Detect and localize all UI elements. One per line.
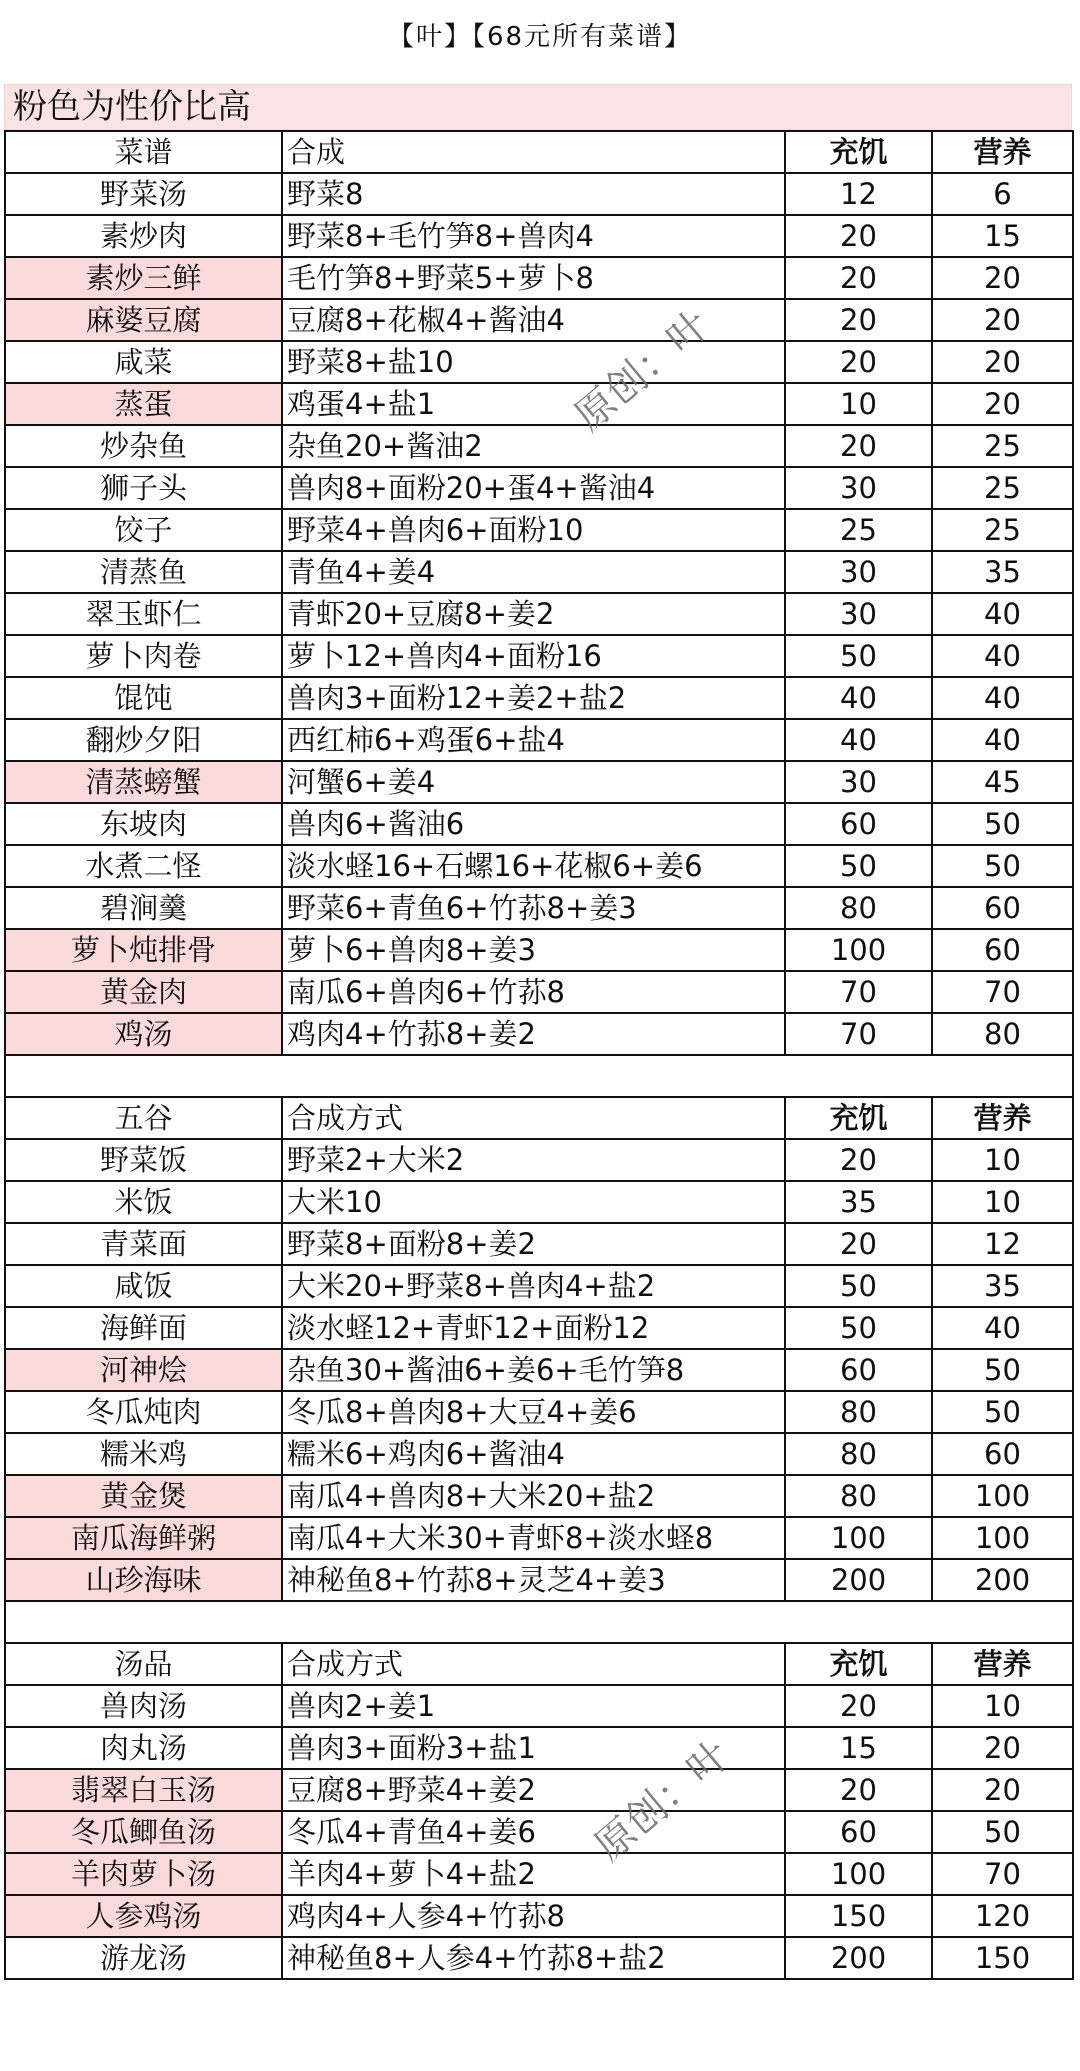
nutrition-value-cell: 80 <box>932 1013 1073 1055</box>
fill-value-cell: 200 <box>785 1559 932 1601</box>
watermark-text: 原创：叶 <box>586 1732 739 1871</box>
section-header-row <box>5 1643 1073 1685</box>
fill-value-cell: 25 <box>785 509 932 551</box>
fill-value-cell: 60 <box>785 1349 932 1391</box>
nutrition-value-cell: 6 <box>932 173 1073 215</box>
recipe-cell: 河蟹6+姜4 <box>282 761 785 803</box>
dish-name-cell: 肉丸汤 <box>5 1727 282 1769</box>
table-row <box>5 299 1073 341</box>
nutrition-value-cell: 60 <box>932 929 1073 971</box>
recipe-cell: 青虾20+豆腐8+姜2 <box>282 593 785 635</box>
dish-name-cell: 青菜面 <box>5 1223 282 1265</box>
recipe-cell: 野菜2+大米2 <box>282 1139 785 1181</box>
dish-name-cell: 兽肉汤 <box>5 1685 282 1727</box>
spacer-cell <box>282 1601 785 1643</box>
table-row <box>5 1811 1073 1853</box>
nutrition-value-cell: 20 <box>932 383 1073 425</box>
dish-name-cell: 萝卜炖排骨 <box>5 929 282 971</box>
recipe-cell: 野菜4+兽肉6+面粉10 <box>282 509 785 551</box>
fill-value-cell: 20 <box>785 1223 932 1265</box>
dish-name-cell: 清蒸鱼 <box>5 551 282 593</box>
dish-name-cell: 蒸蛋 <box>5 383 282 425</box>
table-row <box>5 719 1073 761</box>
header-fill-cell: 充饥 <box>785 1643 932 1685</box>
table-row <box>5 1559 1073 1601</box>
nutrition-value-cell: 50 <box>932 845 1073 887</box>
recipe-cell: 萝卜6+兽肉8+姜3 <box>282 929 785 971</box>
table-row <box>5 425 1073 467</box>
nutrition-value-cell: 20 <box>932 341 1073 383</box>
nutrition-value-cell: 40 <box>932 1307 1073 1349</box>
fill-value-cell: 50 <box>785 1307 932 1349</box>
fill-value-cell: 12 <box>785 173 932 215</box>
recipe-cell: 淡水蛏12+青虾12+面粉12 <box>282 1307 785 1349</box>
fill-value-cell: 80 <box>785 1475 932 1517</box>
nutrition-value-cell: 45 <box>932 761 1073 803</box>
nutrition-value-cell: 40 <box>932 635 1073 677</box>
nutrition-value-cell: 50 <box>932 803 1073 845</box>
table-row <box>5 1391 1073 1433</box>
dish-name-cell: 野菜饭 <box>5 1139 282 1181</box>
fill-value-cell: 20 <box>785 341 932 383</box>
table-row <box>5 1433 1073 1475</box>
fill-value-cell: 20 <box>785 257 932 299</box>
table-row <box>5 1937 1073 1979</box>
fill-value-cell: 70 <box>785 1013 932 1055</box>
table-row <box>5 929 1073 971</box>
dish-name-cell: 水煮二怪 <box>5 845 282 887</box>
dish-name-cell: 狮子头 <box>5 467 282 509</box>
dish-name-cell: 海鲜面 <box>5 1307 282 1349</box>
dish-name-cell: 咸饭 <box>5 1265 282 1307</box>
table-row <box>5 971 1073 1013</box>
recipe-cell: 野菜8+盐10 <box>282 341 785 383</box>
fill-value-cell: 20 <box>785 1685 932 1727</box>
fill-value-cell: 50 <box>785 845 932 887</box>
nutrition-value-cell: 70 <box>932 1853 1073 1895</box>
recipe-table-body <box>5 131 1073 1979</box>
nutrition-value-cell: 60 <box>932 887 1073 929</box>
header-name-cell: 五谷 <box>5 1097 282 1139</box>
dish-name-cell: 野菜汤 <box>5 173 282 215</box>
fill-value-cell: 60 <box>785 1811 932 1853</box>
recipe-cell: 鸡肉4+竹荪8+姜2 <box>282 1013 785 1055</box>
recipe-cell: 鸡蛋4+盐1 <box>282 383 785 425</box>
table-row <box>5 509 1073 551</box>
nutrition-value-cell: 70 <box>932 971 1073 1013</box>
fill-value-cell: 200 <box>785 1937 932 1979</box>
table-row <box>5 1349 1073 1391</box>
dish-name-cell: 游龙汤 <box>5 1937 282 1979</box>
dish-name-cell: 糯米鸡 <box>5 1433 282 1475</box>
nutrition-value-cell: 60 <box>932 1433 1073 1475</box>
fill-value-cell: 30 <box>785 761 932 803</box>
dish-name-cell: 黄金煲 <box>5 1475 282 1517</box>
dish-name-cell: 翻炒夕阳 <box>5 719 282 761</box>
fill-value-cell: 60 <box>785 803 932 845</box>
nutrition-value-cell: 20 <box>932 1727 1073 1769</box>
fill-value-cell: 150 <box>785 1895 932 1937</box>
spacer-cell <box>5 1601 282 1643</box>
recipe-cell: 冬瓜4+青鱼4+姜6 <box>282 1811 785 1853</box>
header-name-cell: 汤品 <box>5 1643 282 1685</box>
dish-name-cell: 饺子 <box>5 509 282 551</box>
fill-value-cell: 80 <box>785 1433 932 1475</box>
nutrition-value-cell: 12 <box>932 1223 1073 1265</box>
fill-value-cell: 50 <box>785 635 932 677</box>
nutrition-value-cell: 50 <box>932 1811 1073 1853</box>
fill-value-cell: 10 <box>785 383 932 425</box>
section-header-row <box>5 1097 1073 1139</box>
nutrition-value-cell: 25 <box>932 509 1073 551</box>
recipe-cell: 野菜8 <box>282 173 785 215</box>
recipe-cell: 神秘鱼8+竹荪8+灵芝4+姜3 <box>282 1559 785 1601</box>
table-row <box>5 677 1073 719</box>
nutrition-value-cell: 20 <box>932 257 1073 299</box>
recipe-cell: 萝卜12+兽肉4+面粉16 <box>282 635 785 677</box>
nutrition-value-cell: 200 <box>932 1559 1073 1601</box>
recipe-cell: 野菜8+面粉8+姜2 <box>282 1223 785 1265</box>
header-fill-cell: 充饥 <box>785 131 932 173</box>
section-header-row <box>5 131 1073 173</box>
recipe-cell: 西红柿6+鸡蛋6+盐4 <box>282 719 785 761</box>
nutrition-value-cell: 120 <box>932 1895 1073 1937</box>
fill-value-cell: 35 <box>785 1181 932 1223</box>
nutrition-value-cell: 35 <box>932 551 1073 593</box>
table-row <box>5 1013 1073 1055</box>
spacer-cell <box>932 1601 1073 1643</box>
fill-value-cell: 20 <box>785 1769 932 1811</box>
recipe-cell: 野菜8+毛竹笋8+兽肉4 <box>282 215 785 257</box>
table-row <box>5 383 1073 425</box>
dish-name-cell: 馄饨 <box>5 677 282 719</box>
fill-value-cell: 20 <box>785 425 932 467</box>
nutrition-value-cell: 100 <box>932 1475 1073 1517</box>
fill-value-cell: 15 <box>785 1727 932 1769</box>
recipe-cell: 杂鱼30+酱油6+姜6+毛竹笋8 <box>282 1349 785 1391</box>
nutrition-value-cell: 35 <box>932 1265 1073 1307</box>
header-name-cell: 菜谱 <box>5 131 282 173</box>
dish-name-cell: 羊肉萝卜汤 <box>5 1853 282 1895</box>
table-row <box>5 215 1073 257</box>
recipe-cell: 兽肉6+酱油6 <box>282 803 785 845</box>
recipe-cell: 兽肉2+姜1 <box>282 1685 785 1727</box>
dish-name-cell: 米饭 <box>5 1181 282 1223</box>
fill-value-cell: 30 <box>785 593 932 635</box>
dish-name-cell: 翠玉虾仁 <box>5 593 282 635</box>
fill-value-cell: 80 <box>785 1391 932 1433</box>
fill-value-cell: 30 <box>785 551 932 593</box>
header-recipe-cell: 合成方式 <box>282 1643 785 1685</box>
nutrition-value-cell: 10 <box>932 1139 1073 1181</box>
dish-name-cell: 麻婆豆腐 <box>5 299 282 341</box>
table-row <box>5 551 1073 593</box>
nutrition-value-cell: 100 <box>932 1517 1073 1559</box>
recipe-sheet <box>4 84 1072 1980</box>
table-row <box>5 1307 1073 1349</box>
nutrition-value-cell: 150 <box>932 1937 1073 1979</box>
dish-name-cell: 翡翠白玉汤 <box>5 1769 282 1811</box>
nutrition-value-cell: 10 <box>932 1685 1073 1727</box>
spacer-cell <box>5 1055 282 1097</box>
fill-value-cell: 30 <box>785 467 932 509</box>
fill-value-cell: 100 <box>785 1853 932 1895</box>
fill-value-cell: 100 <box>785 1517 932 1559</box>
nutrition-value-cell: 40 <box>932 593 1073 635</box>
recipe-cell: 神秘鱼8+人参4+竹荪8+盐2 <box>282 1937 785 1979</box>
spacer-cell <box>785 1055 932 1097</box>
table-row <box>5 1685 1073 1727</box>
nutrition-value-cell: 20 <box>932 1769 1073 1811</box>
table-row <box>5 1139 1073 1181</box>
recipe-cell: 冬瓜8+兽肉8+大豆4+姜6 <box>282 1391 785 1433</box>
table-row <box>5 1265 1073 1307</box>
nutrition-value-cell: 50 <box>932 1391 1073 1433</box>
table-row <box>5 257 1073 299</box>
watermark-text: 原创：叶 <box>566 302 719 441</box>
recipe-cell: 野菜6+青鱼6+竹荪8+姜3 <box>282 887 785 929</box>
dish-name-cell: 鸡汤 <box>5 1013 282 1055</box>
nutrition-value-cell: 15 <box>932 215 1073 257</box>
recipe-cell: 糯米6+鸡肉6+酱油4 <box>282 1433 785 1475</box>
table-row <box>5 635 1073 677</box>
header-nutrition-cell: 营养 <box>932 131 1073 173</box>
fill-value-cell: 20 <box>785 215 932 257</box>
table-row <box>5 887 1073 929</box>
dish-name-cell: 冬瓜炖肉 <box>5 1391 282 1433</box>
table-row <box>5 1769 1073 1811</box>
fill-value-cell: 50 <box>785 1265 932 1307</box>
dish-name-cell: 咸菜 <box>5 341 282 383</box>
nutrition-value-cell: 25 <box>932 425 1073 467</box>
recipe-cell: 兽肉3+面粉12+姜2+盐2 <box>282 677 785 719</box>
dish-name-cell: 黄金肉 <box>5 971 282 1013</box>
dish-name-cell: 碧涧羹 <box>5 887 282 929</box>
dish-name-cell: 南瓜海鲜粥 <box>5 1517 282 1559</box>
spacer-cell <box>785 1601 932 1643</box>
recipe-cell: 豆腐8+花椒4+酱油4 <box>282 299 785 341</box>
recipe-cell: 羊肉4+萝卜4+盐2 <box>282 1853 785 1895</box>
fill-value-cell: 70 <box>785 971 932 1013</box>
table-row <box>5 1475 1073 1517</box>
dish-name-cell: 河神烩 <box>5 1349 282 1391</box>
fill-value-cell: 20 <box>785 299 932 341</box>
header-nutrition-cell: 营养 <box>932 1643 1073 1685</box>
dish-name-cell: 东坡肉 <box>5 803 282 845</box>
nutrition-value-cell: 10 <box>932 1181 1073 1223</box>
table-row <box>5 341 1073 383</box>
recipe-cell: 南瓜6+兽肉6+竹荪8 <box>282 971 785 1013</box>
table-row <box>5 1727 1073 1769</box>
dish-name-cell: 素炒肉 <box>5 215 282 257</box>
table-row <box>5 173 1073 215</box>
fill-value-cell: 80 <box>785 887 932 929</box>
recipe-table <box>4 130 1074 1980</box>
recipe-cell: 兽肉3+面粉3+盐1 <box>282 1727 785 1769</box>
header-fill-cell: 充饥 <box>785 1097 932 1139</box>
table-row <box>5 845 1073 887</box>
recipe-cell: 杂鱼20+酱油2 <box>282 425 785 467</box>
table-row <box>5 593 1073 635</box>
recipe-cell: 鸡肉4+人参4+竹荪8 <box>282 1895 785 1937</box>
table-row <box>5 1853 1073 1895</box>
recipe-cell: 毛竹笋8+野菜5+萝卜8 <box>282 257 785 299</box>
dish-name-cell: 萝卜肉卷 <box>5 635 282 677</box>
table-row <box>5 1181 1073 1223</box>
recipe-cell: 豆腐8+野菜4+姜2 <box>282 1769 785 1811</box>
nutrition-value-cell: 40 <box>932 677 1073 719</box>
page-title: 【叶】【68元所有菜谱】 <box>387 22 693 52</box>
recipe-cell: 兽肉8+面粉20+蛋4+酱油4 <box>282 467 785 509</box>
table-row <box>5 1223 1073 1265</box>
dish-name-cell: 人参鸡汤 <box>5 1895 282 1937</box>
recipe-cell: 南瓜4+兽肉8+大米20+盐2 <box>282 1475 785 1517</box>
header-recipe-cell: 合成方式 <box>282 1097 785 1139</box>
nutrition-value-cell: 40 <box>932 719 1073 761</box>
spacer-cell <box>282 1055 785 1097</box>
header-recipe-cell: 合成 <box>282 131 785 173</box>
nutrition-value-cell: 25 <box>932 467 1073 509</box>
nutrition-value-cell: 50 <box>932 1349 1073 1391</box>
dish-name-cell: 炒杂鱼 <box>5 425 282 467</box>
fill-value-cell: 20 <box>785 1139 932 1181</box>
recipe-cell: 南瓜4+大米30+青虾8+淡水蛏8 <box>282 1517 785 1559</box>
recipe-cell: 淡水蛏16+石螺16+花椒6+姜6 <box>282 845 785 887</box>
section-spacer-row <box>5 1055 1073 1097</box>
dish-name-cell: 山珍海味 <box>5 1559 282 1601</box>
table-row <box>5 803 1073 845</box>
recipe-cell: 青鱼4+姜4 <box>282 551 785 593</box>
header-nutrition-cell: 营养 <box>932 1097 1073 1139</box>
table-row <box>5 1895 1073 1937</box>
dish-name-cell: 清蒸螃蟹 <box>5 761 282 803</box>
table-row <box>5 761 1073 803</box>
fill-value-cell: 40 <box>785 677 932 719</box>
recipe-cell: 大米20+野菜8+兽肉4+盐2 <box>282 1265 785 1307</box>
table-row <box>5 467 1073 509</box>
section-spacer-row <box>5 1601 1073 1643</box>
nutrition-value-cell: 20 <box>932 299 1073 341</box>
pink-note: 粉色为性价比高 <box>4 84 1072 130</box>
fill-value-cell: 40 <box>785 719 932 761</box>
spacer-cell <box>932 1055 1073 1097</box>
dish-name-cell: 冬瓜鲫鱼汤 <box>5 1811 282 1853</box>
dish-name-cell: 素炒三鲜 <box>5 257 282 299</box>
fill-value-cell: 100 <box>785 929 932 971</box>
table-row <box>5 1517 1073 1559</box>
recipe-cell: 大米10 <box>282 1181 785 1223</box>
